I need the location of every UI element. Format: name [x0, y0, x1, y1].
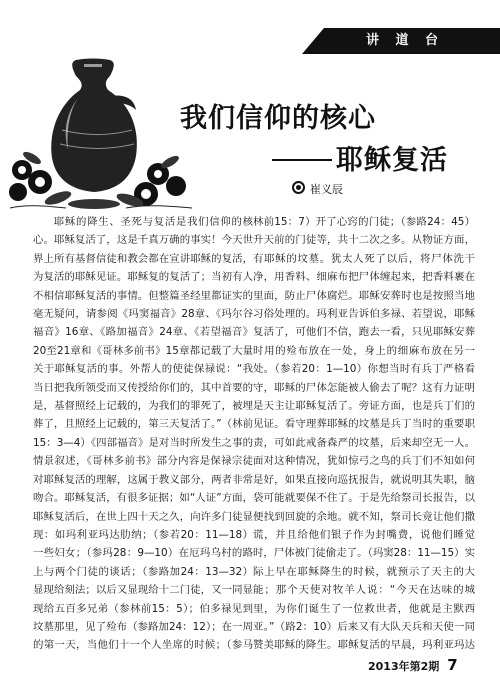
column-header-bar: [302, 28, 500, 54]
body-paragraph: 林前15：7）开了心窍的门徒；（参路24：45）升天前的门徒等，共十二次之多。从物证方面，有耶稣的坟墓。犹太人死了以后，将尸体洗干净，用香料、细麻布把尸体缠起来，把香料裹在里面，防止尸体腐烂。耶稣安葬时也是按照当地习俗处理的。玛利亚告诉伯多禄、若望说，耶稣复活了，可他们不信，跑去一看，只见耶稣安葬时用的殓布放在一处，身上的细麻布放在另一处。（参若20：1—10）你想当时有兵丁严格看守，耶稣的尸体怎能被人偷去了呢？这有力证明是天主让耶稣复活了。旁证方面，也是兵丁们的见证。看守理葬耶稣的坟墓是兵丁当时的重要职责，可如此戒备森严的坟墓，后来却空无一人。面对这种情况，犹如惊弓之鸟的兵丁们不知如何是好，如果直接向巡抚报告，就说明其失职，脑袋可能就要保不住了。于是先给祭司长报告，以便找到回旋的余地。就不知，祭司长竟让他们撒谎，并且给他们银子作为封嘴费，说他们睡觉时，尸体被门徒偷走了。（玛窦28：11—15）实际上早在耶稣降生的时候，就预示了天主的大能；那个天使对牧羊人说：“今天在达味的城里，为你们诞生了一位救世者，他就是主默西亚。”（路2：10）后来又有大队天兵和天使一同赞美耶稣的降生。耶稣复活的早晨，玛利亚玛达: [253, 216, 475, 652]
author-byline: [292, 180, 343, 197]
body-column-right: [253, 213, 475, 658]
article-title-line2: [272, 138, 448, 177]
author-name: 崔义辰: [310, 183, 343, 196]
column-tab-label: 讲 道 台: [365, 33, 445, 48]
page-footer: [368, 656, 458, 674]
title-dash: [272, 159, 332, 161]
body-paragraph: 耶稣的降生、圣死与复活是我们信仰的核心。耶稣复活了，这是千真万确的事实！今天世界上所有基督信徒和教会都在宣讲耶稣的复活，为复活的耶稣见证。耶稣复的复活了；当初有人不相信耶稣复活的事情。但整篇圣经里都证实的毫无疑问，请参阅《玛窦福音》28章、《玛尔谷福音》16章、《路加福音》24章、《若望福音》20至21章和《哥林多前书》15章都记载了大量关于耶稣复活的事。外帮人的使徒保禄说：“我当日把我所领受而又传授给你们的，其中首要的是，基督照经上记载的，为我们的罪死了，被埋葬了，且照经上记载的，第三天复活了。”（林前15：3—4）《四部福音》是对当时所发生之事的情景叙述，《哥林多前书》部分内容是保禄宗徒对耶稣复活的理解，这属于教义部分，两者非常吻合。耶稣复活，有很多证据；如“人证”方面，耶稣复活后，在世上四十天之久，向许多门徒显现：如玛利亚玛达肋纳；（参若20：11—18）一些妇女；（参玛28：9—10）在厄玛乌村的路上与两个门徒的谈话；（参路加24：13—32）显现给刻法；以后又显现给十二门徒，又一同显现给五百多兄弟（参林前15：5）；伯多禄见到坟墓那里，见了殓布（参路加24：12）；在一周的第一天，当他们十一个人坐席的时候；（参马: [33, 216, 253, 652]
body-column-left: [33, 213, 253, 658]
page-number: 7: [447, 656, 458, 674]
author-mark-icon: [292, 181, 305, 194]
header-bar-notch: [302, 28, 324, 54]
article-title-line2-text: 耶稣复活: [336, 145, 448, 176]
article-title-line1: 我们信仰的核心: [180, 103, 376, 134]
vase-flower-illustration: [6, 58, 194, 210]
issue-label: 2013年第2期: [368, 660, 440, 673]
